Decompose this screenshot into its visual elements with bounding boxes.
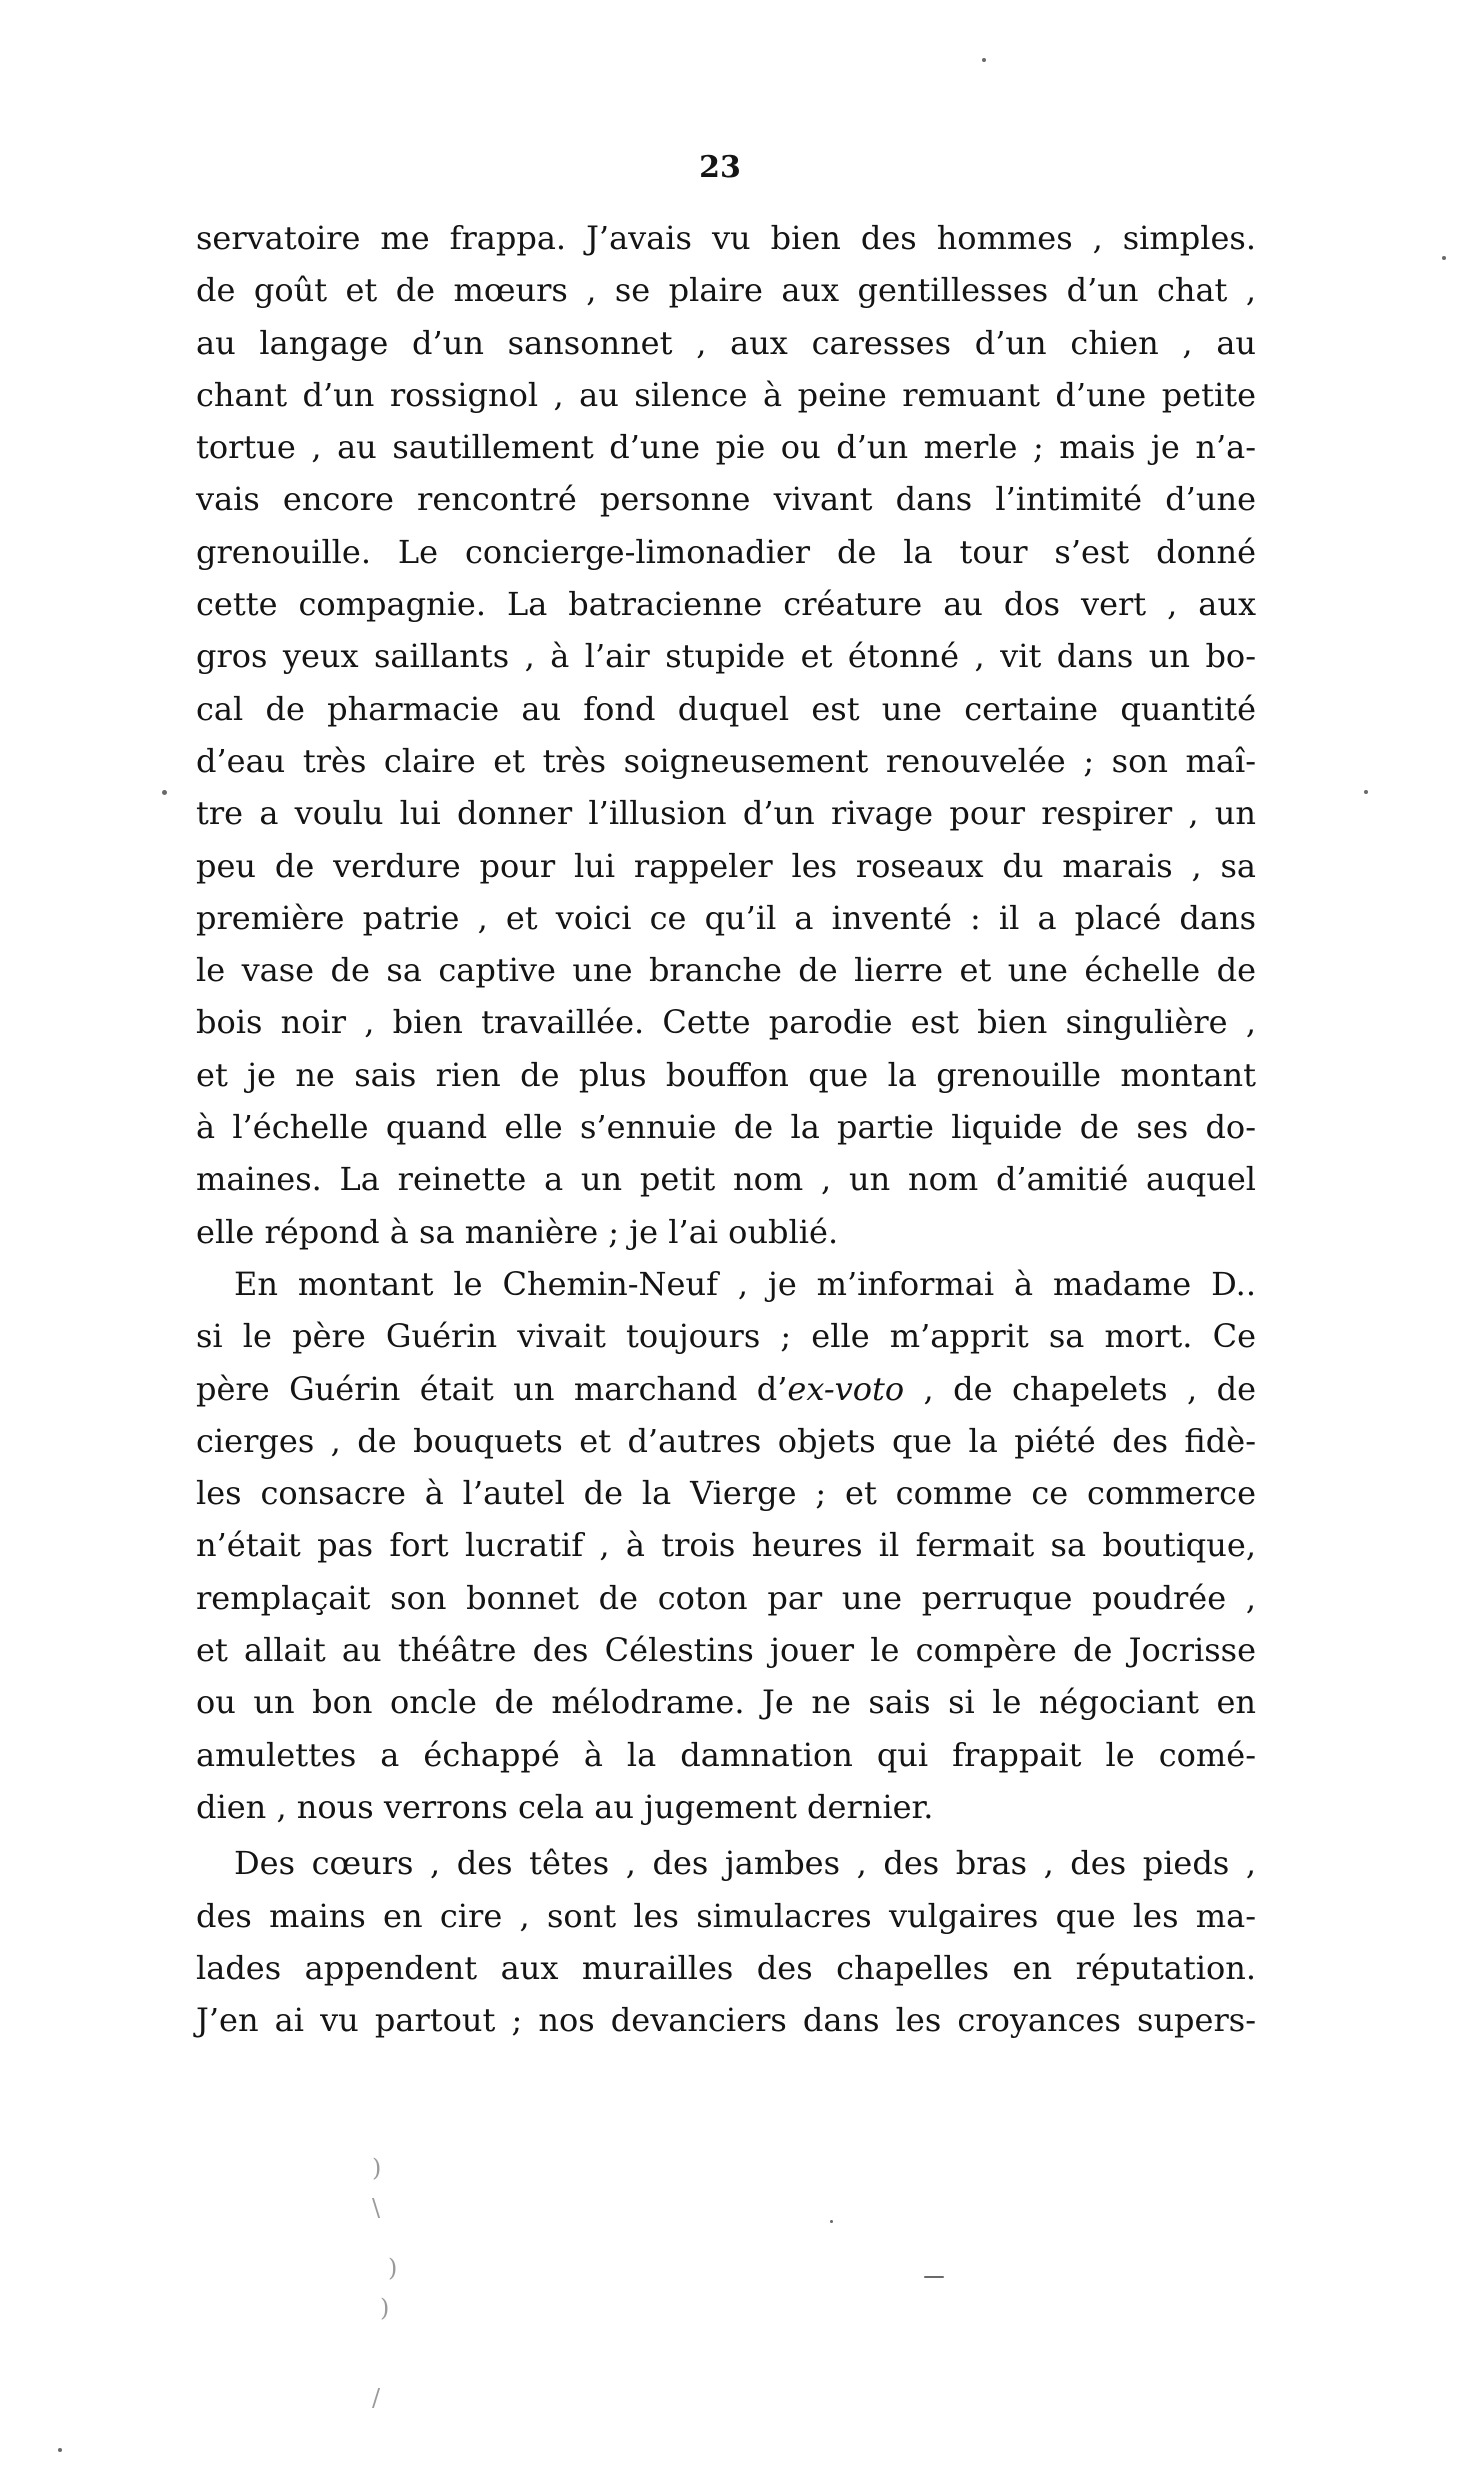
text-line: n’était pas fort lucratif , à trois heures il fermait sa boutique, <box>196 1526 1256 1565</box>
text-line: amulettes a échappé à la damnation qui frappait le comé- <box>196 1735 1256 1774</box>
text-line: et je ne sais rien de plus bouffon que la grenouille montant <box>196 1055 1256 1094</box>
scan-speck <box>924 2276 944 2278</box>
text-line: au langage d’un sansonnet , aux caresses d’un chien , au <box>196 323 1256 362</box>
text-line <box>196 1363 1256 1415</box>
scan-speck <box>1442 256 1446 260</box>
scan-speck <box>1364 790 1368 794</box>
text-line: cette compagnie. La batracienne créature au dos vert , aux <box>196 585 1256 624</box>
text-line: gros yeux saillants , à l’air stupide et étonné , vit dans un bo- <box>196 637 1256 676</box>
text-line: à l’échelle quand elle s’ennuie de la partie liquide de ses do- <box>196 1108 1256 1147</box>
text-fragment: , de chapelets , de <box>904 1369 1257 1408</box>
text-line: J’en ai vu partout ; nos devanciers dans les croyances supers- <box>196 2001 1256 2040</box>
italic-term: ex-voto <box>787 1369 905 1408</box>
text-line: tre a voulu lui donner l’illusion d’un rivage pour respirer , un <box>196 794 1256 833</box>
page-number: 23 <box>699 150 741 185</box>
body-text <box>196 212 1256 2046</box>
text-fragment: père Guérin était un marchand d’ <box>196 1369 788 1408</box>
text-line: lades appendent aux murailles des chapelles en réputation. <box>196 1948 1256 1987</box>
text-line: En montant le Chemin-Neuf , je m’informai à madame D.. <box>234 1264 1256 1303</box>
text-line: de goût et de mœurs , se plaire aux gentillesses d’un chat , <box>196 271 1256 310</box>
text-line: dien , nous verrons cela au jugement dernier. <box>196 1787 934 1826</box>
text-line: cal de pharmacie au fond duquel est une certaine quantité <box>196 689 1256 728</box>
text-line: des mains en cire , sont les simulacres vulgaires que les ma- <box>196 1896 1256 1935</box>
margin-trace-mark: / <box>372 2384 381 2412</box>
margin-trace-mark: \ <box>372 2194 381 2222</box>
margin-trace-mark: ) <box>372 2154 382 2182</box>
text-line: peu de verdure pour lui rappeler les roseaux du marais , sa <box>196 846 1256 885</box>
text-line: vais encore rencontré personne vivant dans l’intimité d’une <box>196 480 1256 519</box>
text-line: elle répond à sa manière ; je l’ai oublié. <box>196 1212 839 1251</box>
text-line: et allait au théâtre des Célestins jouer le compère de Jocrisse <box>196 1631 1256 1670</box>
text-line: si le père Guérin vivait toujours ; elle m’apprit sa mort. Ce <box>196 1317 1256 1356</box>
text-line: cierges , de bouquets et d’autres objets que la piété des fidè- <box>196 1421 1256 1460</box>
text-line: maines. La reinette a un petit nom , un nom d’amitié auquel <box>196 1160 1256 1199</box>
scan-speck <box>58 2448 62 2452</box>
margin-trace-mark: ) <box>380 2294 390 2322</box>
margin-trace-mark: ) <box>388 2254 398 2282</box>
paragraph-1 <box>196 212 1256 1258</box>
scan-speck <box>830 2220 833 2223</box>
paragraph-3 <box>196 1837 1256 2046</box>
text-line: d’eau très claire et très soigneusement renouvelée ; son maî- <box>196 741 1256 780</box>
scan-speck <box>982 58 986 62</box>
text-line: tortue , au sautillement d’une pie ou d’un merle ; mais je n’a- <box>196 428 1256 467</box>
text-line: chant d’un rossignol , au silence à peine remuant d’une petite <box>196 375 1256 414</box>
text-line: grenouille. Le concierge-limonadier de la tour s’est donné <box>196 532 1256 571</box>
text-line: ou un bon oncle de mélodrame. Je ne sais si le négociant en <box>196 1683 1256 1722</box>
text-line: le vase de sa captive une branche de lierre et une échelle de <box>196 951 1256 990</box>
text-line: servatoire me frappa. J’avais vu bien des hommes , simples. <box>196 219 1256 257</box>
scan-speck <box>162 790 167 795</box>
text-line: Des cœurs , des têtes , des jambes , des bras , des pieds , <box>234 1844 1256 1883</box>
paragraph-2 <box>196 1258 1256 1833</box>
text-line: remplaçait son bonnet de coton par une perruque poudrée , <box>196 1578 1256 1617</box>
text-line: les consacre à l’autel de la Vierge ; et comme ce commerce <box>196 1474 1256 1513</box>
text-line: première patrie , et voici ce qu’il a inventé : il a placé dans <box>196 898 1256 937</box>
text-line: bois noir , bien travaillée. Cette parodie est bien singulière , <box>196 1003 1256 1042</box>
